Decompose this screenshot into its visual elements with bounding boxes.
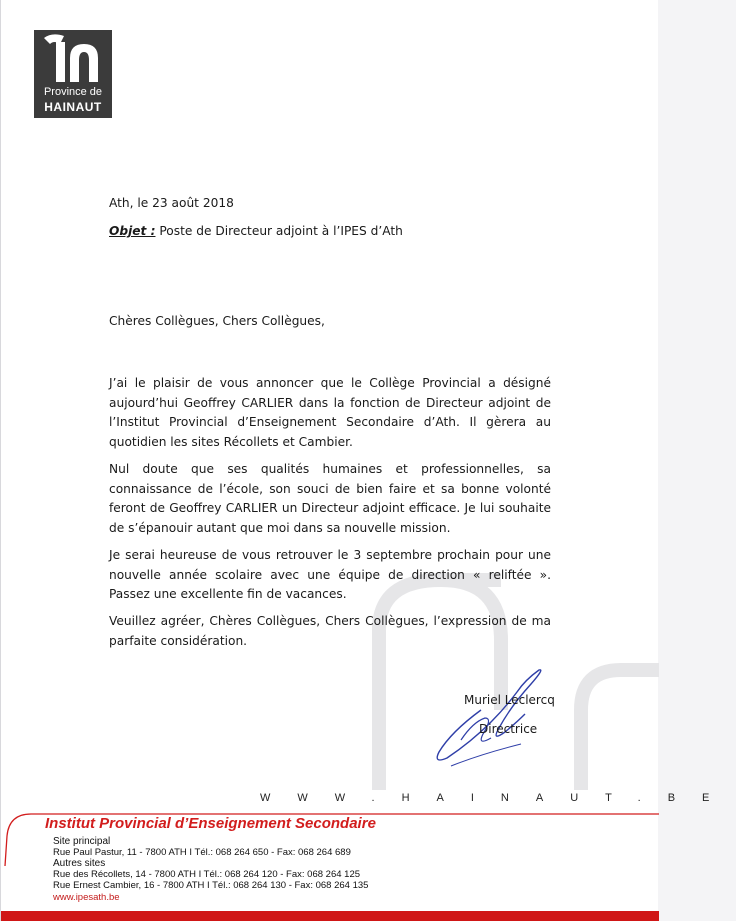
main-site-label: Site principal [53, 836, 111, 847]
main-site-address: Rue Paul Pastur, 11 - 7800 ATH I Tél.: 068 264 650 - Fax: 068 264 689 [53, 847, 351, 858]
paragraph-rentree: Je serai heureuse de vous retrouver le 3 septembre prochain pour une nouvelle année scolaire avec une équipe de direction « reliftée ». Passez une excellente fin de vacances. [109, 548, 551, 601]
subject-text: Poste de Directeur adjoint à l’IPES d’Ath [155, 224, 403, 238]
footer-red-bar [1, 911, 659, 921]
institution-name: Institut Provincial d’Enseignement Secondaire [45, 815, 376, 832]
other-site-recollets: Rue des Récollets, 14 - 7800 ATH I Tél.: 068 264 120 - Fax: 068 264 125 [53, 869, 361, 880]
paragraph-qualities: Nul doute que ses qualités humaines et professionnelles, sa connaissance de l’école, son souci de bien faire et sa bonne volonté feront de Geoffrey CARLIER un Directeur adjoint efficace. Je lui souhaite de s’épanouir autant que moi dans sa nouvelle mission. [109, 462, 551, 535]
signatory-title: Directrice [479, 722, 538, 736]
other-site-cambier: Rue Ernest Cambier, 16 - 7800 ATH I Tél.: 068 264 130 - Fax: 068 264 135 [53, 880, 369, 891]
hainaut-website: WWW.HAINAUT.BE [260, 792, 736, 804]
hainaut-mark-icon [34, 30, 112, 86]
other-sites-label: Autres sites [53, 858, 106, 869]
signatory-name: Muriel Leclercq [464, 693, 555, 707]
school-website-link[interactable]: www.ipesath.be [53, 892, 120, 903]
province-hainaut-logo [34, 30, 112, 118]
logo-text-hainaut: HAINAUT [44, 100, 102, 114]
logo-text-province: Province de [43, 86, 103, 98]
paragraph-announcement: J’ai le plaisir de vous annoncer que le Collège Provincial a désigné aujourd’hui Geoffrey CARLIER dans la fonction de Directeur adjoint de l’Institut Provincial d’Enseignement Secondaire d’Ath. Il gèrera au quotidien les sites Récollets et Cambier. [109, 376, 551, 449]
subject-label: Objet : [109, 224, 156, 238]
salutation: Chères Collègues, Chers Collègues, [109, 314, 325, 328]
paragraph-closing: Veuillez agréer, Chères Collègues, Chers Collègues, l’expression de ma parfaite considération. [109, 614, 551, 648]
letter-subject [109, 222, 403, 241]
letter-date: Ath, le 23 août 2018 [109, 196, 234, 210]
handwritten-signature [421, 662, 561, 772]
